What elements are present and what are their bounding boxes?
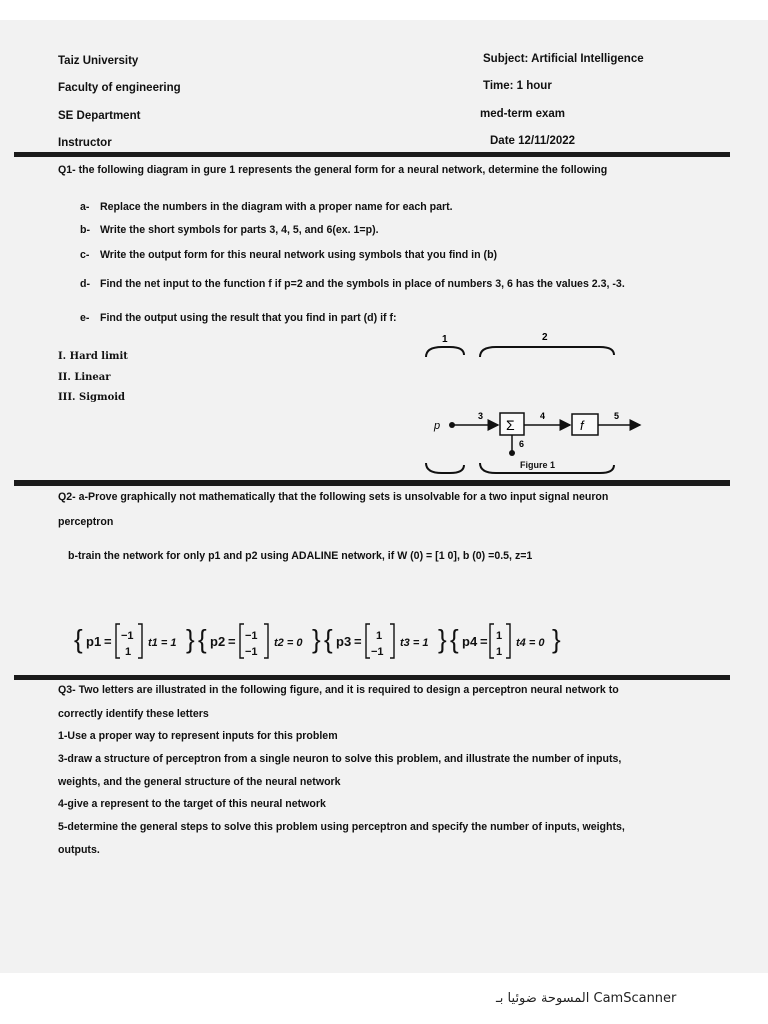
svg-text:}: }: [552, 624, 561, 654]
q3-item-4: 4-give a represent to the target of this neural network: [58, 798, 326, 810]
university-name: Taiz University: [58, 55, 139, 67]
label-1: 1: [442, 334, 448, 345]
q1-d-text: Find the net input to the function f if p=2 and the symbols in place of numbers 3, 6 has the values 2.3, -3.: [100, 278, 625, 290]
label-6: 6: [519, 439, 525, 449]
q1-c-text: Write the output form for this neural network using symbols that you find in (b): [100, 249, 498, 261]
q1-option-3: III. Sigmoid: [58, 392, 126, 403]
instructor-label: Instructor: [58, 137, 112, 149]
bias-node: [509, 450, 515, 456]
q3-item-3: 3-draw a structure of perceptron from a single neuron to solve this problem, and illustrate the number of inputs,: [58, 753, 622, 765]
set4-v1: 1: [496, 630, 503, 642]
q1-a-label: a-: [80, 201, 90, 213]
q2-b-text: b-train the network for only p1 and p2 using ADALINE network, if W (0) = [1 0], b (0) =0.5, z=1: [68, 550, 533, 562]
q1-c-label: c-: [80, 249, 90, 261]
transfer-function-box: [572, 414, 598, 435]
brace-1-top: [426, 347, 464, 357]
q2-title-cont: perceptron: [58, 516, 114, 528]
q1-d-label: d-: [80, 278, 90, 290]
label-4: 4: [540, 411, 546, 421]
set1-v1: −1: [121, 630, 134, 642]
subject-label: Subject: Artificial Intelligence: [483, 53, 644, 65]
time-label: Time: 1 hour: [483, 80, 552, 92]
set2-v2: −1: [245, 646, 258, 658]
q3-item-1: 1-Use a proper way to represent inputs for this problem: [58, 730, 338, 742]
label-3: 3: [478, 411, 484, 421]
set1-p: p1: [86, 634, 102, 649]
input-symbol: p: [434, 420, 441, 432]
q1-option-1: I. Hard limit: [58, 351, 128, 362]
svg-text:}: }: [312, 624, 321, 654]
svg-text:{: {: [324, 624, 333, 654]
func-symbol: f: [580, 418, 584, 433]
exam-date: Date 12/11/2022: [490, 135, 576, 147]
q3-item-5: 5-determine the general steps to solve this problem using perceptron and specify the number of inputs, weights,: [58, 821, 625, 833]
brace-1-bottom: [426, 463, 464, 473]
set4-t: t4 = 0: [516, 637, 545, 649]
q1-option-2: II. Linear: [58, 372, 111, 383]
q1-a-text: Replace the numbers in the diagram with a proper name for each part.: [100, 201, 453, 213]
q1-divider: [14, 480, 730, 486]
q2-divider: [14, 675, 730, 680]
set1-v2: 1: [125, 646, 132, 658]
q3-title: Q3- Two letters are illustrated in the following figure, and it is required to design a perceptron neural network to: [58, 684, 619, 696]
set3-v2: −1: [371, 646, 384, 658]
q3-item-3-cont: weights, and the general structure of the neural network: [58, 776, 341, 788]
svg-text:=: =: [228, 634, 236, 649]
training-sets-math: [74, 612, 564, 668]
set2-p: p2: [210, 634, 226, 649]
set4-p: p4: [462, 634, 478, 649]
label-5: 5: [614, 411, 620, 421]
camscanner-footer: المسوحة ضوئيا بـ CamScanner: [496, 991, 677, 1006]
set4-v2: 1: [496, 646, 503, 658]
svg-text:{: {: [198, 624, 207, 654]
svg-text:=: =: [354, 634, 362, 649]
svg-text:}: }: [186, 624, 195, 654]
scanned-page: [0, 20, 768, 973]
q3-item-5-cont: outputs.: [58, 844, 100, 856]
set2-t: t2 = 0: [274, 637, 303, 649]
svg-text:{: {: [450, 624, 459, 654]
sum-symbol: Σ: [506, 417, 515, 433]
q2-title: Q2- a-Prove graphically not mathematically that the following sets is unsolvable for a two input signal neuron: [58, 491, 609, 503]
q1-e-text: Find the output using the result that you find in part (d) if f:: [100, 312, 397, 324]
set3-t: t3 = 1: [400, 637, 429, 649]
svg-text:}: }: [438, 624, 447, 654]
q1-b-text: Write the short symbols for parts 3, 4, 5, and 6(ex. 1=p).: [100, 224, 379, 236]
set3-p: p3: [336, 634, 352, 649]
figure-1-caption: Figure 1: [520, 460, 556, 470]
exam-type: med-term exam: [480, 108, 566, 120]
department-name: SE Department: [58, 110, 141, 122]
faculty-name: Faculty of engineering: [58, 82, 181, 94]
header-divider: [14, 152, 730, 157]
svg-text:{: {: [74, 624, 83, 654]
svg-text:=: =: [104, 634, 112, 649]
q1-b-label: b-: [80, 224, 90, 236]
q1-title: Q1- the following diagram in gure 1 represents the general form for a neural network, determine the following: [58, 164, 608, 176]
set2-v1: −1: [245, 630, 258, 642]
training-sets: [74, 612, 564, 668]
label-2: 2: [542, 332, 548, 343]
figure-1-diagram: [420, 325, 660, 475]
brace-2-top: [480, 347, 614, 357]
q1-e-label: e-: [80, 312, 90, 324]
q3-title-cont: correctly identify these letters: [58, 708, 209, 720]
svg-text:=: =: [480, 634, 488, 649]
set3-v1: 1: [376, 630, 383, 642]
set1-t: t1 = 1: [148, 637, 177, 649]
